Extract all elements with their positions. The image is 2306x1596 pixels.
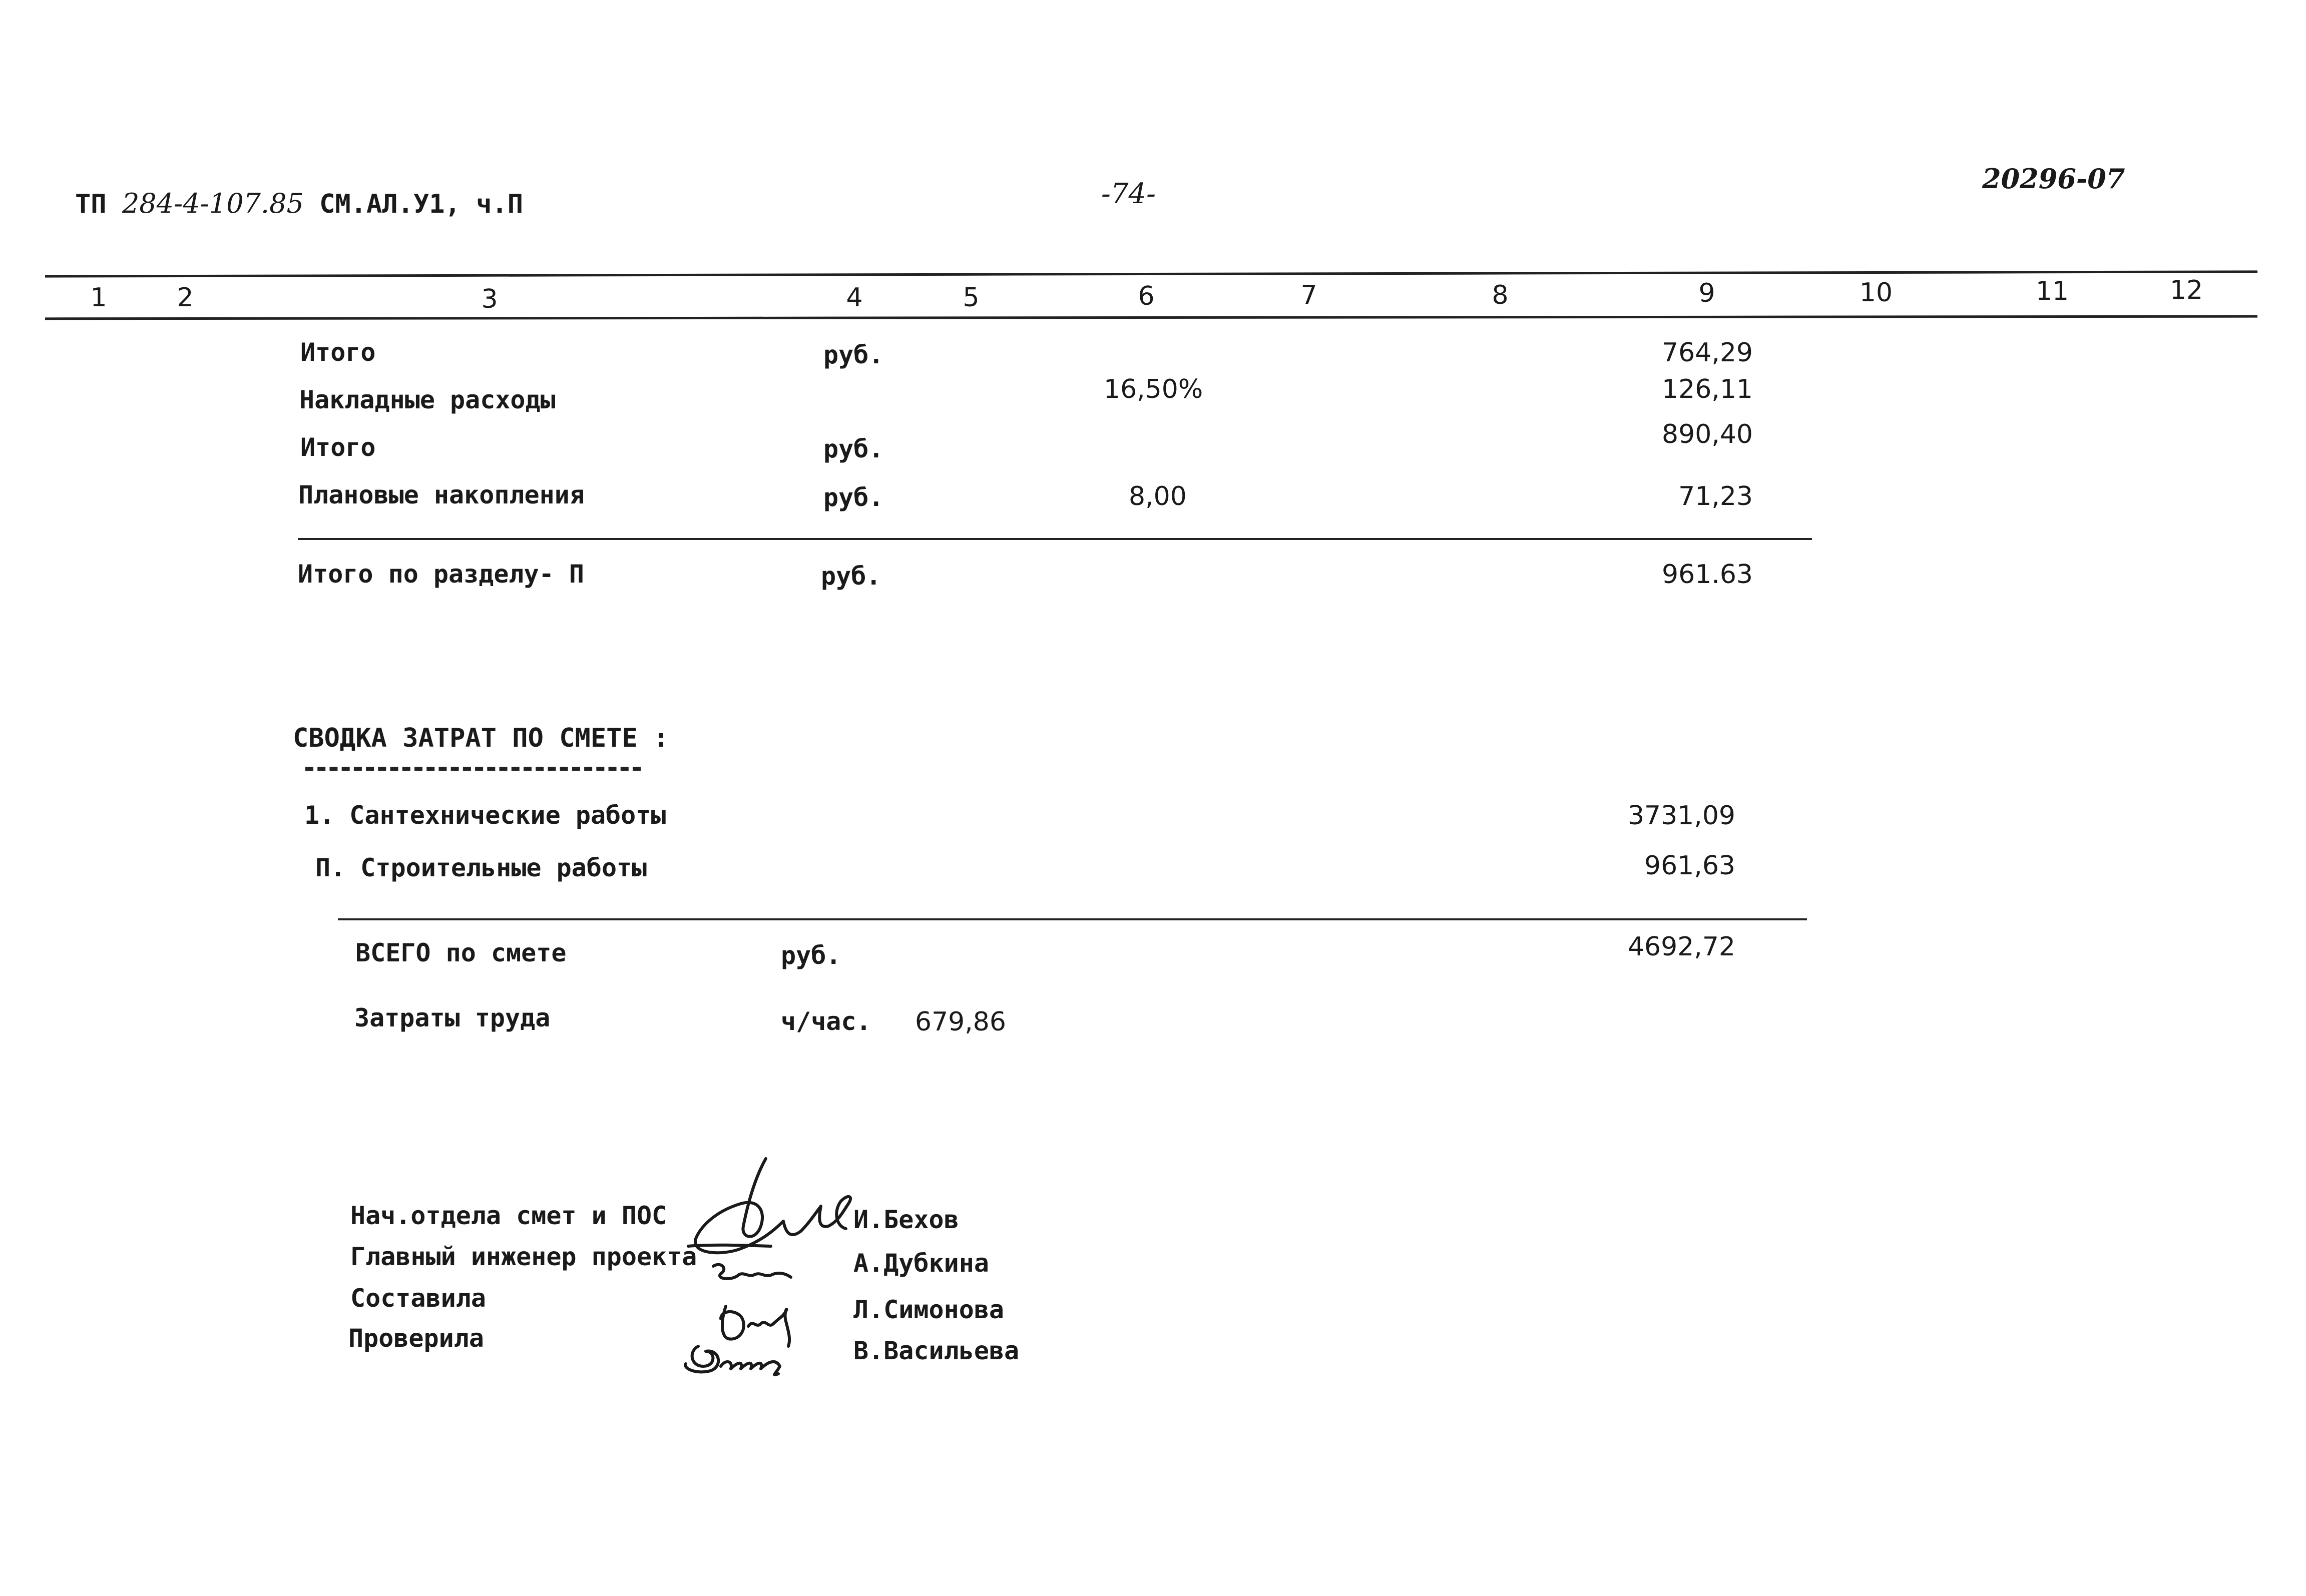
row-rate: 16,50% [1104, 374, 1203, 404]
row-amount: 71,23 [1678, 481, 1753, 511]
signature-simonova [721, 1306, 789, 1346]
row-label: Итого [300, 433, 376, 462]
handwritten-signatures [641, 1146, 876, 1386]
row-unit: руб. [823, 434, 884, 463]
summary-item-amount: 3731,09 [1627, 801, 1735, 831]
summary-item-label: 1. Сантехнические работы [304, 801, 666, 830]
section-total-amount: 961.63 [1662, 560, 1753, 590]
row-unit: руб. [823, 483, 884, 512]
row-amount: 126,11 [1662, 374, 1753, 404]
column-header-bottom-rule [45, 315, 2257, 320]
summary-item-amount: 961,63 [1644, 851, 1735, 881]
summary-title-underline [305, 767, 641, 771]
row-amount: 890,40 [1662, 419, 1753, 449]
column-number-7: 7 [1300, 280, 1317, 310]
row-label: Плановые накопления [298, 480, 585, 509]
row-amount: 764,29 [1662, 338, 1753, 368]
summary-title: СВОДКА ЗАТРАТ ПО СМЕТЕ : [293, 723, 669, 753]
section-total-unit: руб. [821, 562, 881, 591]
row-rate: 8,00 [1129, 481, 1187, 511]
signature-role: Составила [350, 1284, 486, 1313]
column-number-1: 1 [90, 283, 107, 313]
document-code [75, 188, 523, 219]
signature-name: И.Бехов [853, 1205, 959, 1234]
signature-name: В.Васильева [853, 1336, 1020, 1365]
column-number-3: 3 [481, 284, 498, 314]
row-unit: руб. [823, 340, 884, 369]
column-number-5: 5 [963, 283, 980, 313]
summary-item-label: П. Строительные работы [315, 853, 647, 882]
labor-value: 679,86 [915, 1007, 1006, 1037]
signature-role: Проверила [348, 1324, 484, 1353]
labor-unit: ч/час. [781, 1007, 871, 1036]
signature-name: А.Дубкина [853, 1249, 989, 1278]
section-total-rule [298, 538, 1812, 540]
signature-dubkina [713, 1265, 791, 1279]
column-number-2: 2 [177, 283, 194, 313]
summary-total-rule [338, 918, 1807, 920]
labor-label: Затраты труда [354, 1003, 551, 1032]
signature-bekhov [695, 1159, 850, 1253]
document-code-handwritten: 284-4-107.85 [122, 188, 304, 219]
document-code-suffix: СМ.АЛ.У1, ч.П [319, 189, 524, 219]
column-number-9: 9 [1698, 278, 1715, 308]
summary-total-unit: руб. [781, 941, 841, 970]
document-code-prefix: ТП [75, 189, 107, 219]
signature-role: Главный инженер проекта [350, 1242, 697, 1271]
signature-name: Л.Симонова [853, 1295, 1005, 1324]
column-number-8: 8 [1492, 280, 1509, 310]
column-header-top-rule [45, 270, 2257, 277]
document-number: 20296-07 [1982, 163, 2125, 195]
row-label: Итого [300, 338, 376, 367]
row-label: Накладные расходы [299, 385, 556, 414]
page-number: -74- [1101, 178, 1156, 210]
column-number-11: 11 [2035, 276, 2069, 306]
signature-role: Нач.отдела смет и ПОС [350, 1201, 667, 1230]
summary-total-amount: 4692,72 [1627, 932, 1735, 962]
section-total-label: Итого по разделу- П [298, 560, 584, 589]
signature-vasilieva [685, 1346, 780, 1375]
summary-total-label: ВСЕГО по смете [355, 938, 567, 967]
column-number-4: 4 [846, 283, 863, 313]
column-number-10: 10 [1859, 278, 1893, 308]
column-number-12: 12 [2169, 275, 2203, 305]
column-number-6: 6 [1138, 281, 1155, 311]
